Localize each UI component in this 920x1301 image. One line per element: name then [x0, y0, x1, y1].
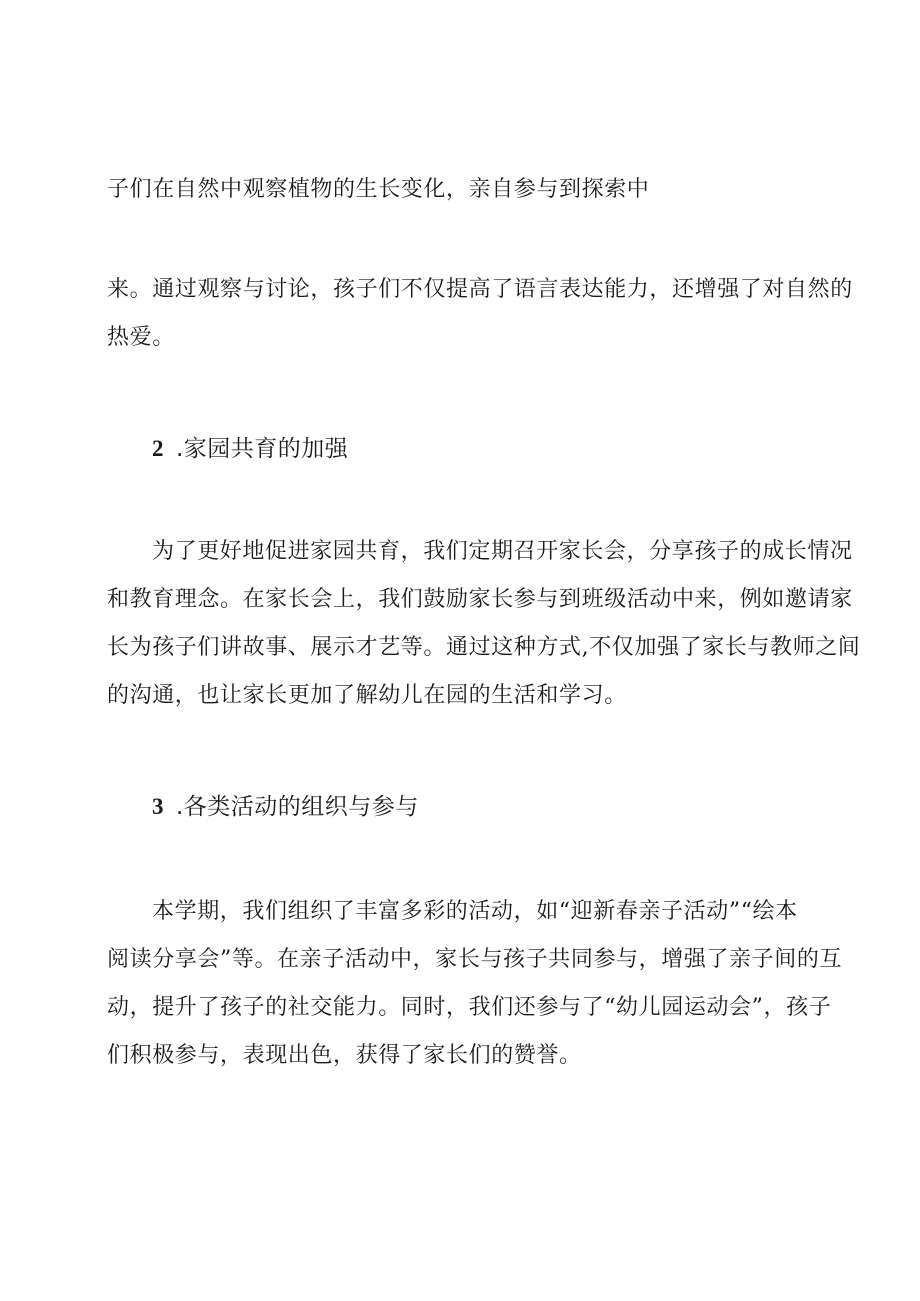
paragraph-line: 阅读分享会”等。在亲子活动中，家长与孩子共同参与，增强了亲子间的互 — [107, 947, 843, 972]
paragraph-line: 和教育理念。在家长会上，我们鼓励家长参与到班级活动中来，例如邀请家 — [107, 587, 853, 612]
paragraph-line: 热爱。 — [107, 325, 175, 350]
section2-heading — [152, 434, 348, 464]
section-number: 3 — [152, 794, 164, 819]
paragraph-line: 动，提升了孩子的社交能力。同时，我们还参与了“幼儿园运动会”，孩子 — [107, 995, 832, 1020]
paragraph-line: 们积极参与，表现出色，获得了家长们的赞誉。 — [107, 1043, 582, 1068]
section-number: 2 — [152, 436, 164, 461]
paragraph-line: 来。通过观察与讨论，孩子们不仅提高了语言表达能力，还增强了对自然的 — [107, 277, 853, 302]
paragraph-line: 子们在自然中观察植物的生长变化，亲自参与到探索中 — [107, 177, 650, 202]
section-title: .各类活动的组织与参与 — [176, 794, 419, 820]
paragraph-line: 本学期，我们组织了丰富多彩的活动，如“迎新春亲子活动”“绘本 — [152, 899, 798, 924]
paragraph-line: 长为孩子们讲故事、展示才艺等。通过这种方式,不仅加强了家长与教师之间 — [107, 635, 861, 660]
paragraph-line: 为了更好地促进家园共育，我们定期召开家长会，分享孩子的成长情况 — [152, 539, 853, 564]
section-title: .家园共育的加强 — [176, 436, 349, 462]
paragraph-line: 的沟通，也让家长更加了解幼儿在园的生活和学习。 — [107, 683, 627, 708]
section3-heading — [152, 792, 419, 822]
